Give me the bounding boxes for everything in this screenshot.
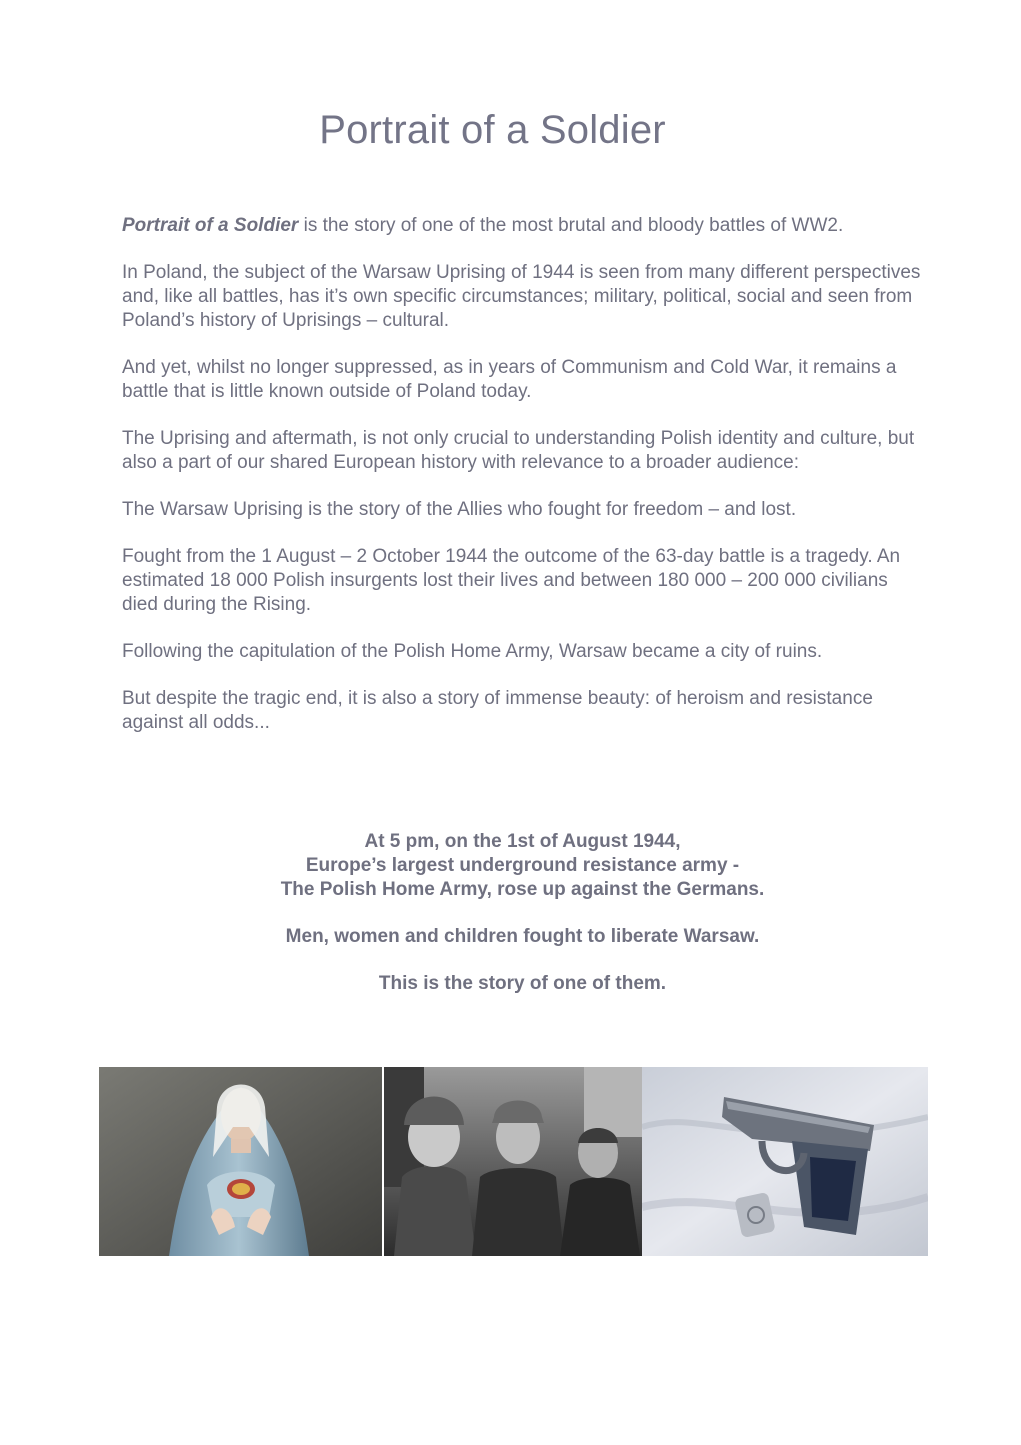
- madonna-statue-photo: [99, 1067, 382, 1256]
- pistol-photo: [642, 1067, 928, 1256]
- paragraph-8: But despite the tragic end, it is also a story of immense beauty: of heroism and resistance against all odds...: [122, 688, 873, 733]
- paragraph-7: Following the capitulation of the Polish Home Army, Warsaw became a city of ruins.: [122, 641, 823, 662]
- intro-line-2: Europe’s largest underground resistance army -: [305, 855, 740, 876]
- young-soldiers-photo: [384, 1067, 642, 1256]
- title-emphasis: Portrait of a Soldier: [122, 215, 299, 236]
- intro-line-5: This is the story of one of them.: [378, 973, 667, 994]
- intro-stanza-3: [0, 972, 1021, 996]
- paragraph-4: The Uprising and aftermath, is not only crucial to understanding Polish identity and culture, but also a part of our shared European history with relevance to a broader audience:: [122, 428, 915, 473]
- intro-line-1: At 5 pm, on the 1st of August 1944,: [364, 831, 681, 852]
- page-title: Portrait of a Soldier: [319, 108, 666, 152]
- intro-stanza-2: [0, 925, 1021, 949]
- paragraph-6: Fought from the 1 August – 2 October 1944 the outcome of the 63-day battle is a tragedy. An estimated 18 000 Polish insurgents lost their lives and between 180 000 – 200 000 civilians died during the Rising.: [122, 546, 901, 615]
- paragraph-2: In Poland, the subject of the Warsaw Uprising of 1944 is seen from many different perspectives and, like all battles, has it’s own specific circumstances; military, political, social and seen from Poland’s history of Uprisings – cultural.: [122, 262, 921, 331]
- intro-line-4: Men, women and children fought to liberate Warsaw.: [285, 926, 760, 947]
- paragraph-3: And yet, whilst no longer suppressed, as in years of Communism and Cold War, it remains a battle that is little known outside of Poland today.: [122, 357, 897, 402]
- intro-block: [0, 830, 1021, 1019]
- paragraph-5: The Warsaw Uprising is the story of the Allies who fought for freedom – and lost.: [122, 499, 797, 520]
- paragraph-1: [122, 214, 922, 238]
- body-text: [122, 214, 922, 758]
- intro-line-3: The Polish Home Army, rose up against the Germans.: [280, 879, 765, 900]
- intro-stanza-1: [0, 830, 1021, 902]
- photo-strip: [99, 1067, 928, 1256]
- paragraph-1-text: is the story of one of the most brutal and bloody battles of WW2.: [298, 215, 844, 236]
